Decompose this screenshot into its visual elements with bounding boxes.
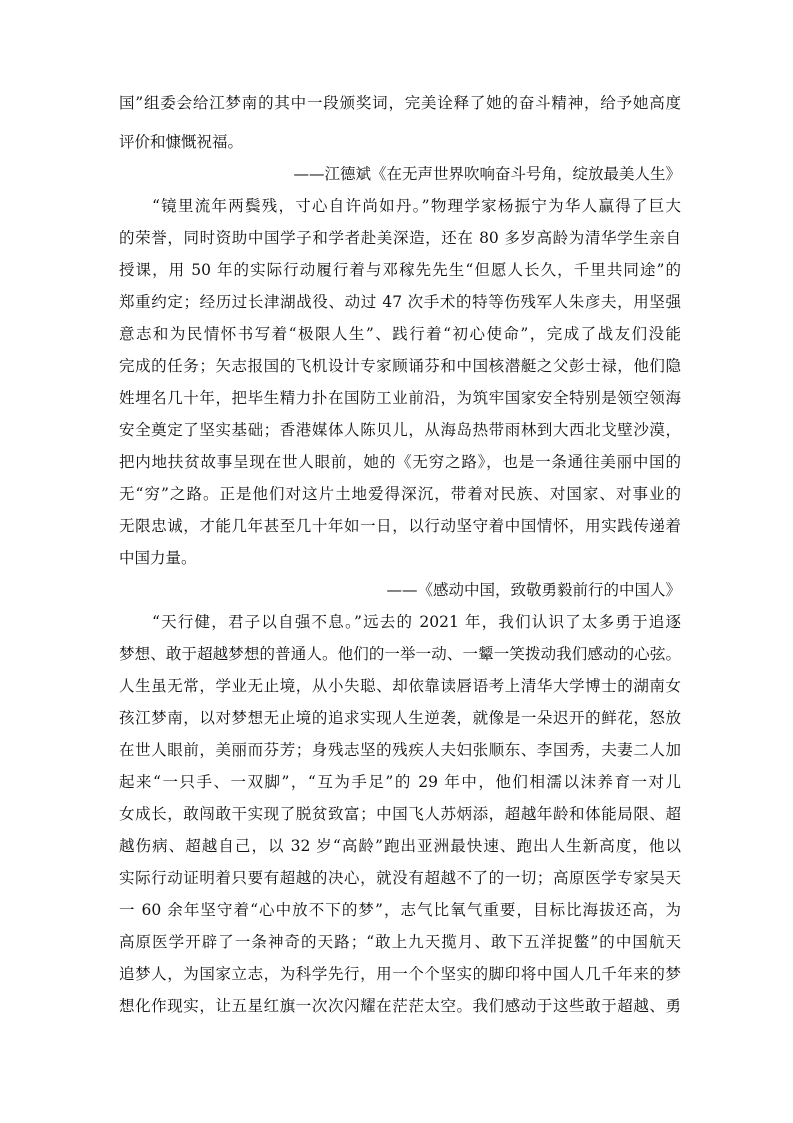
paragraph-line: 在世人眼前，美丽而芬芳；身残志坚的残疾人夫妇张顺东、李国秀，夫妻二人加 bbox=[119, 741, 681, 759]
paragraph-line: 人生虽无常，学业无止境，从小失聪、却依靠读唇语考上清华大学博士的湖南女 bbox=[119, 677, 681, 695]
paragraph-line: 孩江梦南，以对梦想无止境的追求实现人生逆袭，就像是一朵迟开的鲜花，怒放 bbox=[119, 709, 681, 727]
paragraph-line: 郑重约定；经历过长津湖战役、动过 47 次手术的特等伤残军人朱彦夫，用坚强 bbox=[119, 293, 681, 311]
paragraph-line: 起来“一只手、一双脚”，“互为手足”的 29 年中，他们相濡以沫养育一对儿 bbox=[119, 773, 681, 791]
paragraph-line: 实际行动证明着只要有超越的决心，就没有超越不了的一切；高原医学专家吴天 bbox=[119, 869, 681, 887]
paragraph-line: 安全奠定了坚实基础；香港媒体人陈贝儿，从海岛热带雨林到大西北戈壁沙漠， bbox=[119, 421, 681, 439]
paragraph-line: 把内地扶贫故事呈现在世人眼前，她的《无穷之路》，也是一条通往美丽中国的 bbox=[119, 453, 681, 471]
paragraph-line: 无限忠诚，才能几年甚至几十年如一日，以行动坚守着中国情怀，用实践传递着 bbox=[119, 517, 681, 535]
paragraph-line: 评价和慷慨祝福。 bbox=[119, 133, 244, 151]
paragraph-line: 国”组委会给江梦南的其中一段颁奖词，完美诠释了她的奋斗精神，给予她高度 bbox=[119, 94, 681, 112]
paragraph-line: 高原医学开辟了一条神奇的天路；“敢上九天揽月、敢下五洋捉鳖”的中国航天 bbox=[119, 933, 681, 951]
paragraph-line: 完成的任务；矢志报国的飞机设计专家顾诵芬和中国核潜艇之父彭士禄，他们隐 bbox=[119, 357, 681, 375]
paragraph-line: 一 60 余年坚守着“心中放不下的梦”，志气比氧气重要，目标比海拔还高，为 bbox=[119, 901, 681, 919]
paragraph-line: 姓埋名几十年，把毕生精力扑在国防工业前沿，为筑牢国家安全特别是领空领海 bbox=[119, 389, 681, 407]
paragraph-line: “镜里流年两鬓残，寸心自许尚如丹。”物理学家杨振宁为华人赢得了巨大 bbox=[152, 197, 681, 215]
paragraph-line: 想化作现实，让五星红旗一次次闪耀在茫茫太空。我们感动于这些敢于超越、勇 bbox=[119, 997, 681, 1015]
paragraph-line: 追梦人，为国家立志，为科学先行，用一个个坚实的脚印将中国人几千年来的梦 bbox=[119, 965, 681, 983]
paragraph-line: 越伤病、超越自己，以 32 岁“高龄”跑出亚洲最快速、跑出人生新高度，他以 bbox=[119, 837, 681, 855]
source-citation: ——江德斌《在无声世界吹响奋斗号角，绽放最美人生》 bbox=[293, 165, 681, 183]
paragraph-line: 的荣誉，同时资助中国学子和学者赴美深造，还在 80 多岁高龄为清华学生亲自 bbox=[119, 229, 681, 247]
paragraph-line: 女成长，敢闯敢干实现了脱贫致富；中国飞人苏炳添，超越年龄和体能局限、超 bbox=[119, 805, 681, 823]
paragraph-line: “天行健，君子以自强不息。”远去的 2021 年，我们认识了太多勇于追逐 bbox=[152, 613, 681, 631]
paragraph-line: 梦想、敢于超越梦想的普通人。他们的一举一动、一颦一笑拨动我们感动的心弦。 bbox=[119, 645, 681, 663]
paragraph-line: 授课，用 50 年的实际行动履行着与邓稼先先生“但愿人长久，千里共同途”的 bbox=[119, 261, 681, 279]
source-citation: ——《感动中国，致敬勇毅前行的中国人》 bbox=[386, 581, 681, 599]
paragraph-line: 中国力量。 bbox=[119, 549, 197, 567]
paragraph-line: 无“穷”之路。正是他们对这片土地爱得深沉，带着对民族、对国家、对事业的 bbox=[119, 485, 681, 503]
paragraph-line: 意志和为民情怀书写着“极限人生”、践行着“初心使命”，完成了战友们没能 bbox=[119, 325, 681, 343]
